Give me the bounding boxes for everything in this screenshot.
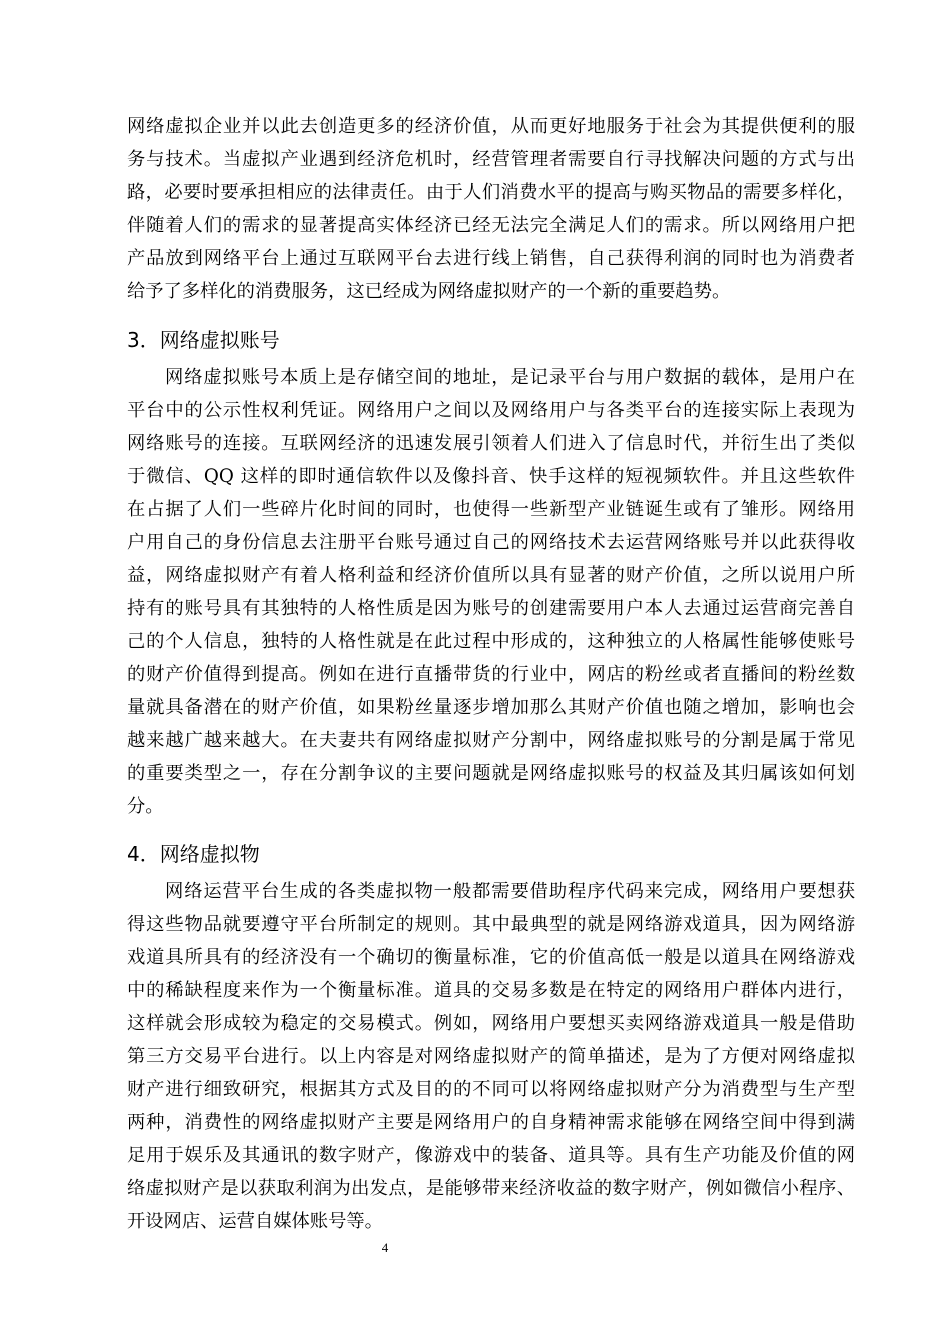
text-line: 开设网店、运营自媒体账号等。 <box>127 1211 383 1232</box>
text-line: 益，网络虚拟财产有着人格利益和经济价值所以具有显著的财产价值，之所以说用户所 <box>127 565 855 586</box>
text-line: 量就具备潜在的财产价值，如果粉丝量逐步增加那么其财产价值也随之增加，影响也会 <box>127 697 855 718</box>
text-line: 中的稀缺程度来作为一个衡量标准。道具的交易多数是在特定的网络用户群体内进行， <box>127 980 855 1001</box>
section-heading-3: 3．网络虚拟账号 <box>127 328 280 352</box>
text-line: 路，必要时要承担相应的法律责任。由于人们消费水平的提高与购买物品的需要多样化， <box>127 182 855 203</box>
text-line: 平台中的公示性权利凭证。网络用户之间以及网络用户与各类平台的连接实际上表现为 <box>127 400 855 421</box>
text-line: 的财产价值得到提高。例如在进行直播带货的行业中，网店的粉丝或者直播间的粉丝数 <box>127 664 855 685</box>
text-line: 越来越广越来越大。在夫妻共有网络虚拟财产分割中，网络虚拟账号的分割是属于常见 <box>127 730 855 751</box>
text-line: 分。 <box>127 796 164 817</box>
text-line: 戏道具所具有的经济没有一个确切的衡量标准，它的价值高低一般是以道具在网络游戏 <box>127 947 855 968</box>
text-line: 己的个人信息，独特的人格性就是在此过程中形成的，这种独立的人格属性能够使账号 <box>127 631 855 652</box>
text-line: 产品放到网络平台上通过互联网平台去进行线上销售，自己获得利润的同时也为消费者 <box>127 248 855 269</box>
text-line: 网络虚拟账号本质上是存储空间的地址，是记录平台与用户数据的载体，是用户在 <box>165 367 855 388</box>
text-line: 伴随着人们的需求的显著提高实体经济已经无法完全满足人们的需求。所以网络用户把 <box>127 215 855 236</box>
text-line: 务与技术。当虚拟产业遇到经济危机时，经营管理者需要自行寻找解决问题的方式与出 <box>127 149 855 170</box>
page-number: 4 <box>381 1240 389 1255</box>
text-line: 给予了多样化的消费服务，这已经成为网络虚拟财产的一个新的重要趋势。 <box>127 281 731 302</box>
section-heading-4: 4．网络虚拟物 <box>127 842 260 866</box>
text-line: 网络虚拟企业并以此去创造更多的经济价值，从而更好地服务于社会为其提供便利的服 <box>127 116 855 137</box>
text-line: 网络账号的连接。互联网经济的迅速发展引领着人们进入了信息时代，并衍生出了类似 <box>127 433 855 454</box>
text-line: 得这些物品就要遵守平台所制定的规则。其中最典型的就是网络游戏道具，因为网络游 <box>127 914 855 935</box>
text-line: 的重要类型之一，存在分割争议的主要问题就是网络虚拟账号的权益及其归属该如何划 <box>127 763 855 784</box>
text-line: 两种，消费性的网络虚拟财产主要是网络用户的自身精神需求能够在网络空间中得到满 <box>127 1112 855 1133</box>
text-line: 这样就会形成较为稳定的交易模式。例如，网络用户要想买卖网络游戏道具一般是借助 <box>127 1013 855 1034</box>
text-line: 足用于娱乐及其通讯的数字财产，像游戏中的装备、道具等。具有生产功能及价值的网 <box>127 1145 855 1166</box>
text-line: 户用自己的身份信息去注册平台账号通过自己的网络技术去运营网络账号并以此获得收 <box>127 532 855 553</box>
text-line: 持有的账号具有其独特的人格性质是因为账号的创建需要用户本人去通过运营商完善自 <box>127 598 855 619</box>
text-line: 第三方交易平台进行。以上内容是对网络虚拟财产的简单描述，是为了方便对网络虚拟 <box>127 1046 855 1067</box>
text-line: 财产进行细致研究，根据其方式及目的的不同可以将网络虚拟财产分为消费型与生产型 <box>127 1079 855 1100</box>
text-line: 于微信、QQ 这样的即时通信软件以及像抖音、快手这样的短视频软件。并且这些软件 <box>127 466 855 487</box>
text-line: 网络运营平台生成的各类虚拟物一般都需要借助程序代码来完成，网络用户要想获 <box>165 881 855 902</box>
text-line: 络虚拟财产是以获取利润为出发点，是能够带来经济收益的数字财产，例如微信小程序、 <box>127 1178 855 1199</box>
text-line: 在占据了人们一些碎片化时间的同时，也使得一些新型产业链诞生或有了雏形。网络用 <box>127 499 855 520</box>
